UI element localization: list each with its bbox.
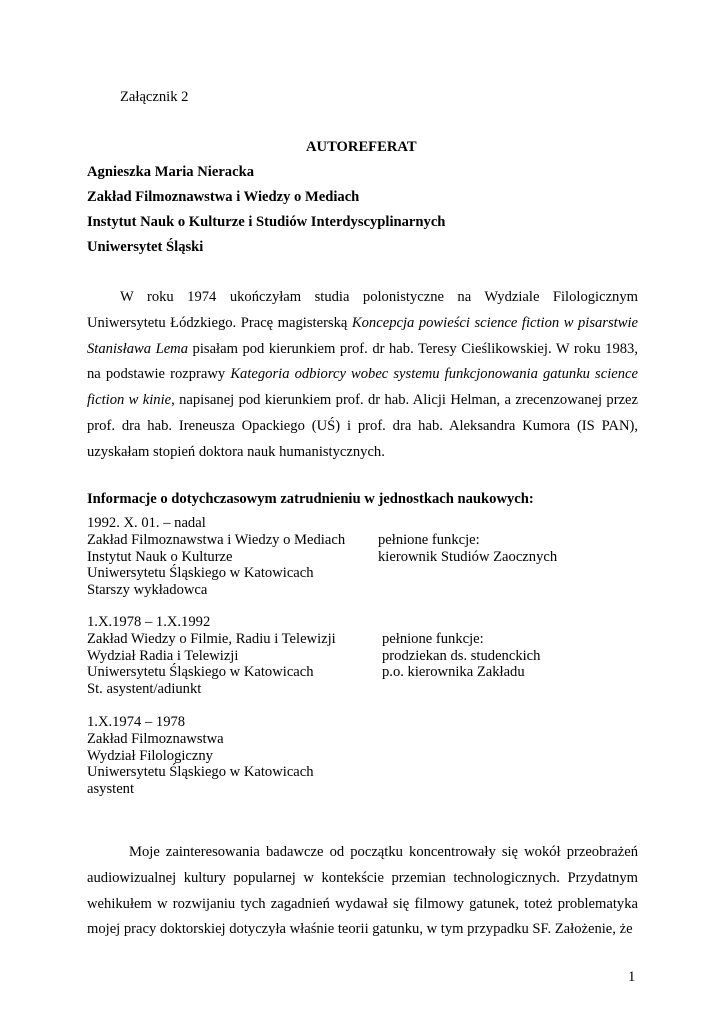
dissertation-title: Kategoria odbiorcy wobec systemu funkcjonowania gatunku science fiction w kinie	[87, 366, 638, 409]
employment-line: Instytut Nauk o Kulturze	[87, 548, 233, 565]
employment-line: Wydział Filologiczny	[87, 747, 213, 764]
employment-entry-1	[87, 515, 345, 599]
employment-line: Zakład Wiedzy o Filmie, Radiu i Telewizji	[87, 630, 336, 647]
employment-line: Uniwersytetu Śląskiego w Katowicach	[87, 764, 314, 781]
document-title: AUTOREFERAT	[306, 139, 417, 155]
university: Uniwersytet Śląski	[87, 239, 204, 255]
employment-line: Starszy wykładowca	[87, 582, 208, 599]
employment-line: Uniwersytetu Śląskiego w Katowicach	[87, 565, 314, 582]
employment-line: Zakład Filmoznawstwa	[87, 730, 224, 747]
functions-label: pełnione funkcje:	[378, 531, 480, 548]
intro-paragraph: W roku 1974 ukończyłam studia polonistyczne na Wydziale Filologicznym Uniwersytetu Łódzkiego. Pracę magisterską Koncepcja powieści science fiction w pisarstwie Stanisława Lema pisałam pod kierunkiem prof. dr hab. Teresy Cieślikowskiej. W roku 1983, na podstawie rozprawy Kategoria odbiorcy wobec systemu funkcjonowania gatunku science fiction w kinie, napisanej pod kierunkiem prof. dr hab. Alicji Helman, a zrecenzowanej przez prof. dra hab. Ireneusza Opackiego (UŚ) i prof. dra hab. Aleksandra Kumora (IS PAN), uzyskałam stopień doktora nauk humanistycznych.	[87, 289, 638, 460]
thesis-title: Koncepcja powieści science fiction w pisarstwie Stanisława Lema	[87, 314, 638, 357]
employment-line: Wydział Radia i Telewizji	[87, 647, 239, 664]
employment-functions-1	[378, 532, 557, 566]
function-item: p.o. kierownika Zakładu	[382, 664, 525, 681]
attachment-label: Załącznik 2	[120, 89, 189, 105]
employment-entry-2	[87, 614, 336, 698]
institute: Instytut Nauk o Kulturze i Studiów Interdyscyplinarnych	[87, 214, 446, 230]
department: Zakład Filmoznawstwa i Wiedzy o Mediach	[87, 189, 360, 205]
function-item: kierownik Studiów Zaocznych	[378, 548, 558, 565]
employment-line: St. asystent/adiunkt	[87, 681, 202, 698]
employment-line: asystent	[87, 781, 135, 798]
page-number: 1	[628, 969, 636, 985]
employment-entry-3	[87, 714, 314, 798]
research-paragraph: Moje zainteresowania badawcze od początku koncentrowały się wokół przeobrażeń audiowizualnej kultury popularnej w kontekście przemian technologicznych. Przydatnym wehikułem w rozwijaniu tych zagadnień wydawał się filmowy gatunek, toteż problematyka mojej pracy doktorskiej dotyczyła właśnie teorii gatunku, w tym przypadku SF. Założenie, że	[87, 844, 638, 938]
employment-heading: Informacje o dotychczasowym zatrudnieniu w jednostkach naukowych:	[87, 491, 534, 507]
employment-line: Uniwersytetu Śląskiego w Katowicach	[87, 664, 314, 681]
author-name: Agnieszka Maria Nieracka	[87, 164, 254, 180]
employment-line: Zakład Filmoznawstwa i Wiedzy o Mediach	[87, 531, 346, 548]
employment-period: 1992. X. 01. – nadal	[87, 515, 206, 531]
employment-period: 1.X.1974 – 1978	[87, 714, 186, 730]
employment-period: 1.X.1978 – 1.X.1992	[87, 614, 211, 630]
function-item: prodziekan ds. studenckich	[382, 647, 541, 664]
employment-functions-2	[382, 631, 540, 681]
functions-label: pełnione funkcje:	[382, 630, 484, 647]
